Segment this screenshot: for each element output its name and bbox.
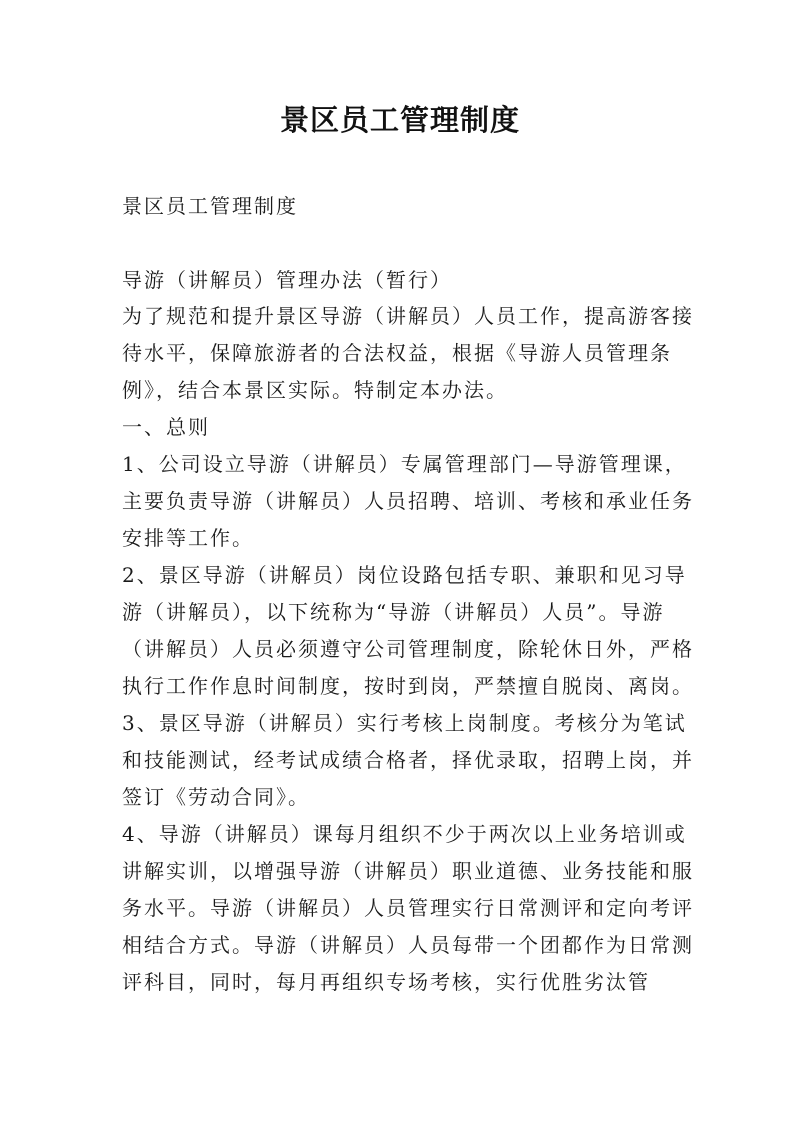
document-title: 景区员工管理制度 <box>279 103 520 137</box>
body-line: 3、景区导游（讲解员）实行考核上岗制度。考核分为笔试 <box>122 711 687 735</box>
body-line: 待水平，保障旅游者的合法权益，根据《导游人员管理条 <box>122 341 672 365</box>
body-line: 游（讲解员），以下统称为“导游（讲解员）人员”。导游 <box>122 600 665 624</box>
body-line: 评科目，同时，每月再组织专场考核，实行优胜劣汰管 <box>122 970 650 994</box>
body-line: 1、公司设立导游（讲解员）专属管理部门—导游管理课， <box>122 452 687 476</box>
body-line: 2、景区导游（讲解员）岗位设路包括专职、兼职和见习导 <box>122 563 687 587</box>
body-line: 和技能测试，经考试成绩合格者，择优录取，招聘上岗，并 <box>122 748 694 772</box>
body-line: 为了规范和提升景区导游（讲解员）人员工作，提高游客接 <box>122 304 694 328</box>
body-line: 签订《劳动合同》。 <box>122 785 310 809</box>
body-line: 讲解实训，以增强导游（讲解员）职业道德、业务技能和服 <box>122 859 694 883</box>
section-heading: 导游（讲解员）管理办法（暂行） <box>122 268 452 292</box>
body-line: 主要负责导游（讲解员）人员招聘、培训、考核和承业任务 <box>122 489 694 513</box>
body-line: 执行工作作息时间制度，按时到岗，严禁擅自脱岗、离岗。 <box>122 674 694 698</box>
body-line: 安排等工作。 <box>122 526 254 550</box>
body-line: （讲解员）人员必须遵守公司管理制度，除轮休日外，严格 <box>122 637 694 661</box>
body-line: 一、总则 <box>122 415 210 439</box>
body-line: 例》，结合本景区实际。特制定本办法。 <box>122 378 508 402</box>
body-line: 务水平。导游（讲解员）人员管理实行日常测评和定向考评 <box>122 896 694 920</box>
document-subtitle: 景区员工管理制度 <box>122 194 298 218</box>
body-line: 相结合方式。导游（讲解员）人员每带一个团都作为日常测 <box>122 933 694 957</box>
body-text <box>122 298 694 1001</box>
body-line: 4、导游（讲解员）课每月组织不少于两次以上业务培训或 <box>122 822 687 846</box>
